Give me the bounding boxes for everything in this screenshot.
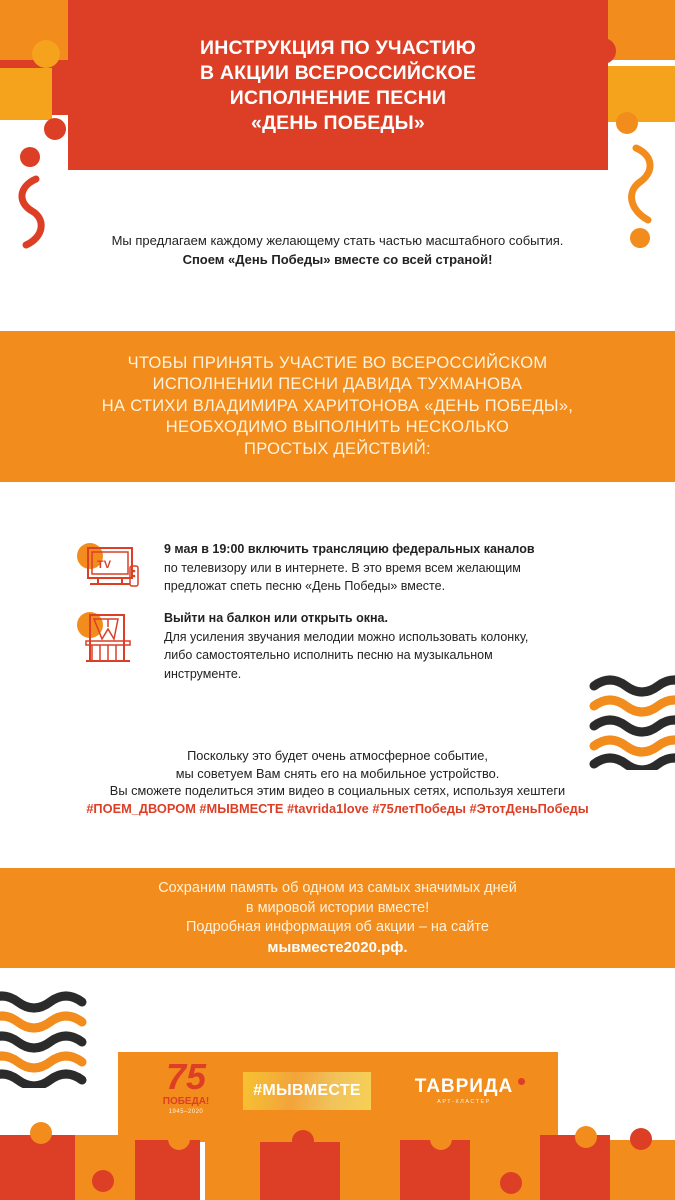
closing-line: в мировой истории вместе! bbox=[245, 899, 430, 916]
cta-line: НЕОБХОДИМО ВЫПОЛНИТЬ НЕСКОЛЬКО bbox=[165, 418, 510, 437]
cta-line: НА СТИХИ ВЛАДИМИРА ХАРИТОНОВА «ДЕНЬ ПОБЕДЫ», bbox=[101, 396, 574, 415]
title-line: ИНСТРУКЦИЯ ПО УЧАСТИЮ bbox=[200, 37, 476, 59]
page-title bbox=[200, 36, 476, 136]
cta-line: ЧТОБЫ ПРИНЯТЬ УЧАСТИЕ ВО ВСЕРОССИЙСКОМ bbox=[127, 353, 548, 372]
intro-line: Мы предлагаем каждому желающему стать частью масштабного события. bbox=[111, 233, 564, 248]
advice-text bbox=[0, 747, 675, 817]
tavrida-sub: АРТ-КЛАСТЕР bbox=[437, 1099, 491, 1105]
title-line: ИСПОЛНЕНИЕ ПЕСНИ bbox=[229, 87, 447, 109]
step-2-line: либо самостоятельно исполнить песню на музыкальном bbox=[164, 648, 493, 662]
closing-band bbox=[0, 868, 675, 968]
cta-line: ИСПОЛНЕНИИ ПЕСНИ ДАВИДА ТУХМАНОВА bbox=[152, 375, 523, 394]
logo-75-years: 1945–2020 bbox=[168, 1109, 204, 1115]
call-to-action-band bbox=[0, 331, 675, 482]
logo-75-number: 75 bbox=[165, 1056, 207, 1097]
victory-75-logo bbox=[156, 1058, 216, 1130]
step-2-line: Для усиления звучания мелодии можно использовать колонку, bbox=[164, 629, 529, 644]
step-2-text bbox=[164, 609, 594, 683]
logo-75-label: ПОБЕДА! bbox=[162, 1096, 210, 1107]
step-1-text bbox=[164, 540, 594, 596]
closing-text bbox=[158, 879, 517, 957]
tavrida-logo bbox=[404, 1076, 524, 1106]
closing-line: Сохраним память об одном из самых значимых дней bbox=[158, 880, 517, 896]
step-2-title: Выйти на балкон или открыть окна. bbox=[164, 611, 388, 625]
wave-left-decoration bbox=[0, 990, 92, 1088]
my-vmeste-logo: #МЫВМЕСТЕ bbox=[243, 1072, 371, 1110]
header-banner bbox=[68, 0, 608, 170]
title-line: «ДЕНЬ ПОБЕДЫ» bbox=[251, 112, 425, 134]
hashtags: #ПОЕМ_ДВОРОМ #МЫВМЕСТЕ #tavrida1love #75летПобеды #ЭтотДеньПобеды bbox=[86, 800, 589, 816]
call-to-action-text bbox=[102, 353, 573, 461]
tv-icon-label: TV bbox=[97, 559, 112, 571]
tavrida-dot-icon bbox=[518, 1078, 525, 1085]
step-1-line: по телевизору или в интернете. В это время всем желающим bbox=[164, 560, 521, 575]
advice-line: Вы сможете поделиться этим видео в социальных сетях, используя хештеги bbox=[109, 783, 566, 798]
intro-text bbox=[0, 231, 675, 269]
tv-icon bbox=[74, 540, 146, 600]
site-link[interactable]: мывместе2020.рф. bbox=[267, 938, 408, 956]
step-1-line: предложат спеть песню «День Победы» вместе. bbox=[164, 579, 446, 593]
intro-highlight: Споем «День Победы» вместе со всей страной! bbox=[182, 252, 493, 267]
step-1-title: 9 мая в 19:00 включить трансляцию федеральных каналов bbox=[164, 542, 535, 556]
closing-line: Подробная информация об акции – на сайте bbox=[185, 919, 489, 935]
cta-line: ПРОСТЫХ ДЕЙСТВИЙ: bbox=[244, 439, 431, 458]
tavrida-name: ТАВРИДА bbox=[414, 1076, 514, 1097]
advice-line: мы советуем Вам снять его на мобильное устройство. bbox=[175, 765, 500, 781]
step-2-line: инструменте. bbox=[164, 666, 242, 681]
advice-line: Поскольку это будет очень атмосферное событие, bbox=[187, 748, 488, 763]
balcony-icon bbox=[74, 609, 146, 669]
title-line: В АКЦИИ ВСЕРОССИЙСКОЕ bbox=[199, 62, 477, 84]
